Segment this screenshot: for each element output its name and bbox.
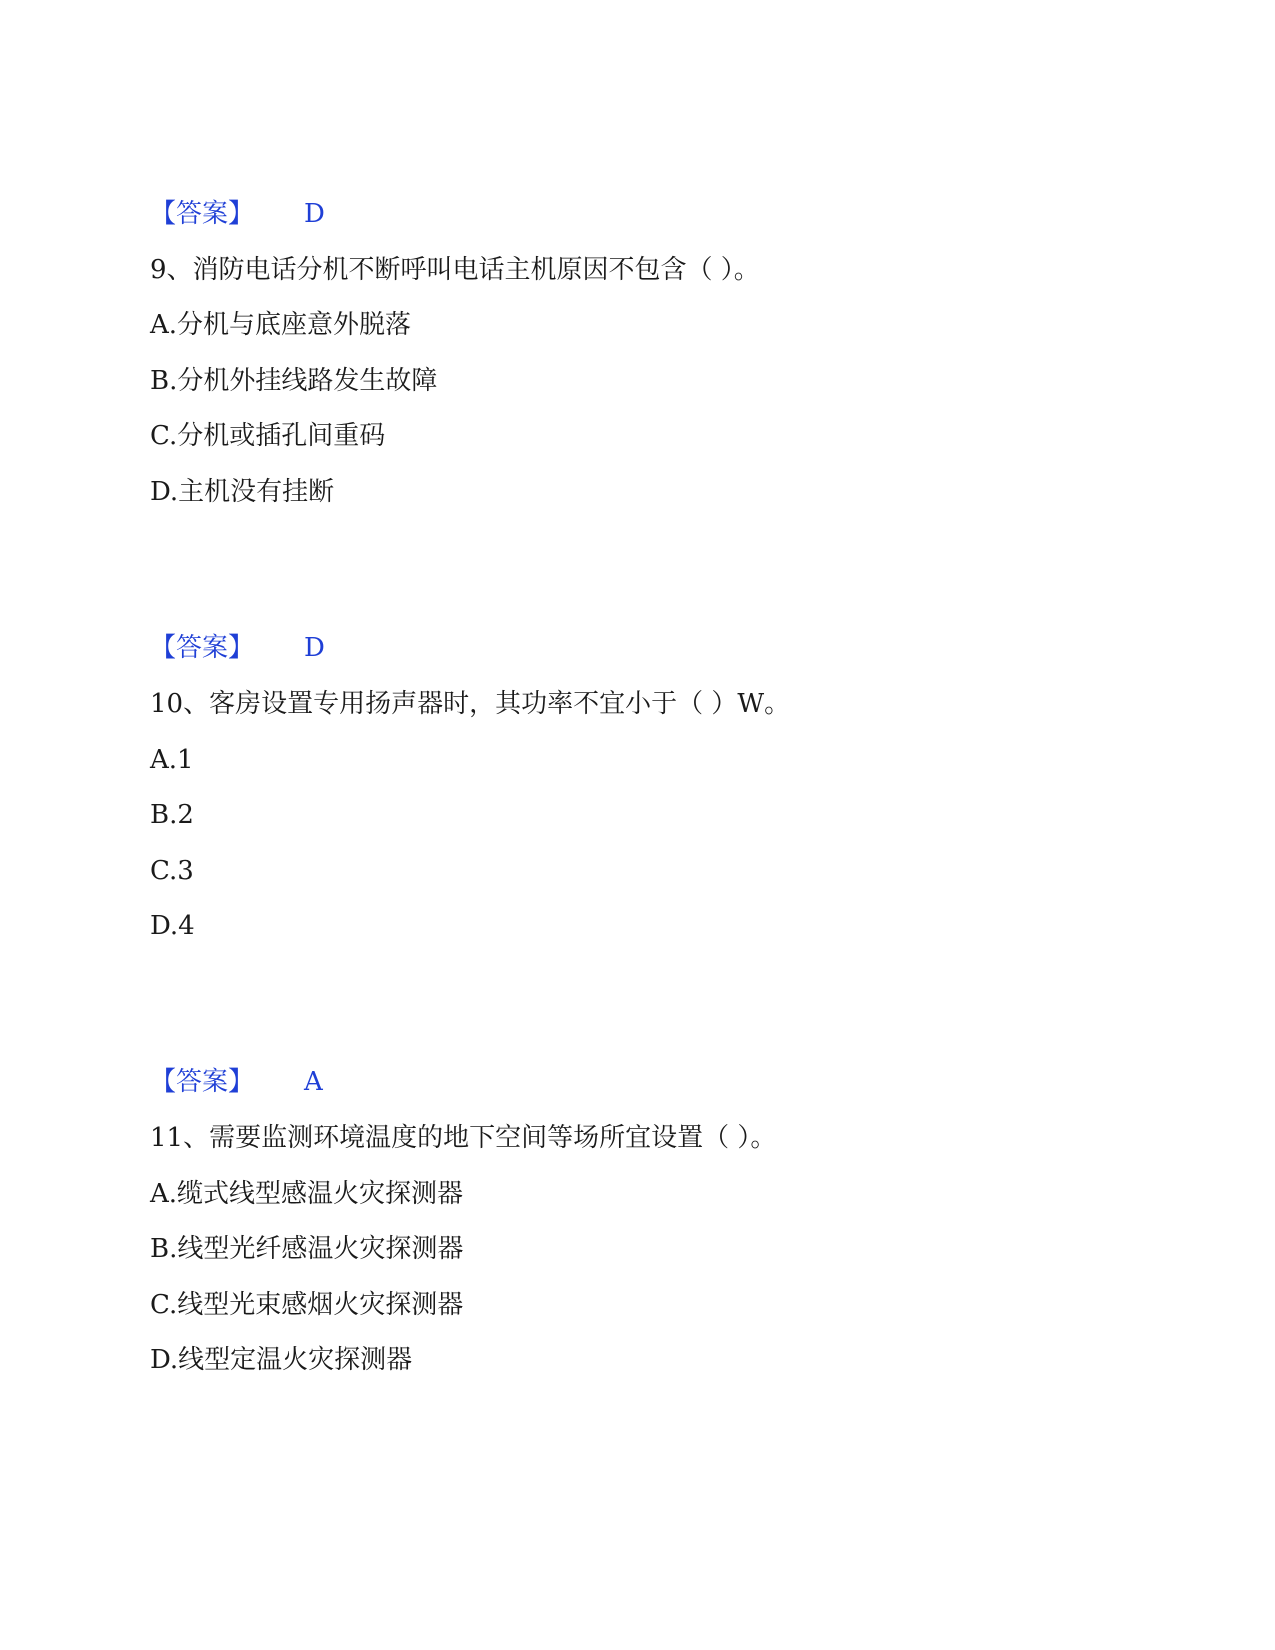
question-text: 11、需要监测环境温度的地下空间等场所宜设置（ ）。 [150,1123,777,1153]
question-text: 10、客房设置专用扬声器时，其功率不宜小于（ ）W。 [150,689,791,719]
answer-line [150,1065,323,1099]
answer-value: D [304,199,325,229]
answer-value: A [304,1067,323,1097]
option-c: C.分机或插孔间重码 [150,421,386,451]
option-c: C.3 [150,856,194,886]
option-b: B.线型光纤感温火灾探测器 [150,1234,464,1264]
option-d: D.线型定温火灾探测器 [150,1345,413,1375]
option-b: B.分机外挂线路发生故障 [150,366,438,396]
option-c: C.线型光束感烟火灾探测器 [150,1290,464,1320]
option-b: B.2 [150,800,194,830]
question-text: 9、消防电话分机不断呼叫电话主机原因不包含（ ）。 [150,255,760,285]
option-d: D.主机没有挂断 [150,477,335,507]
answer-label: 【答案】 [150,199,255,229]
option-d: D.4 [150,911,195,941]
answer-label: 【答案】 [150,633,255,663]
option-a: A.1 [150,745,194,775]
option-a: A.缆式线型感温火灾探测器 [150,1179,464,1209]
answer-line [150,197,325,231]
answer-line [150,631,325,665]
answer-label: 【答案】 [150,1067,255,1097]
answer-value: D [304,633,325,663]
option-a: A.分机与底座意外脱落 [150,310,412,340]
